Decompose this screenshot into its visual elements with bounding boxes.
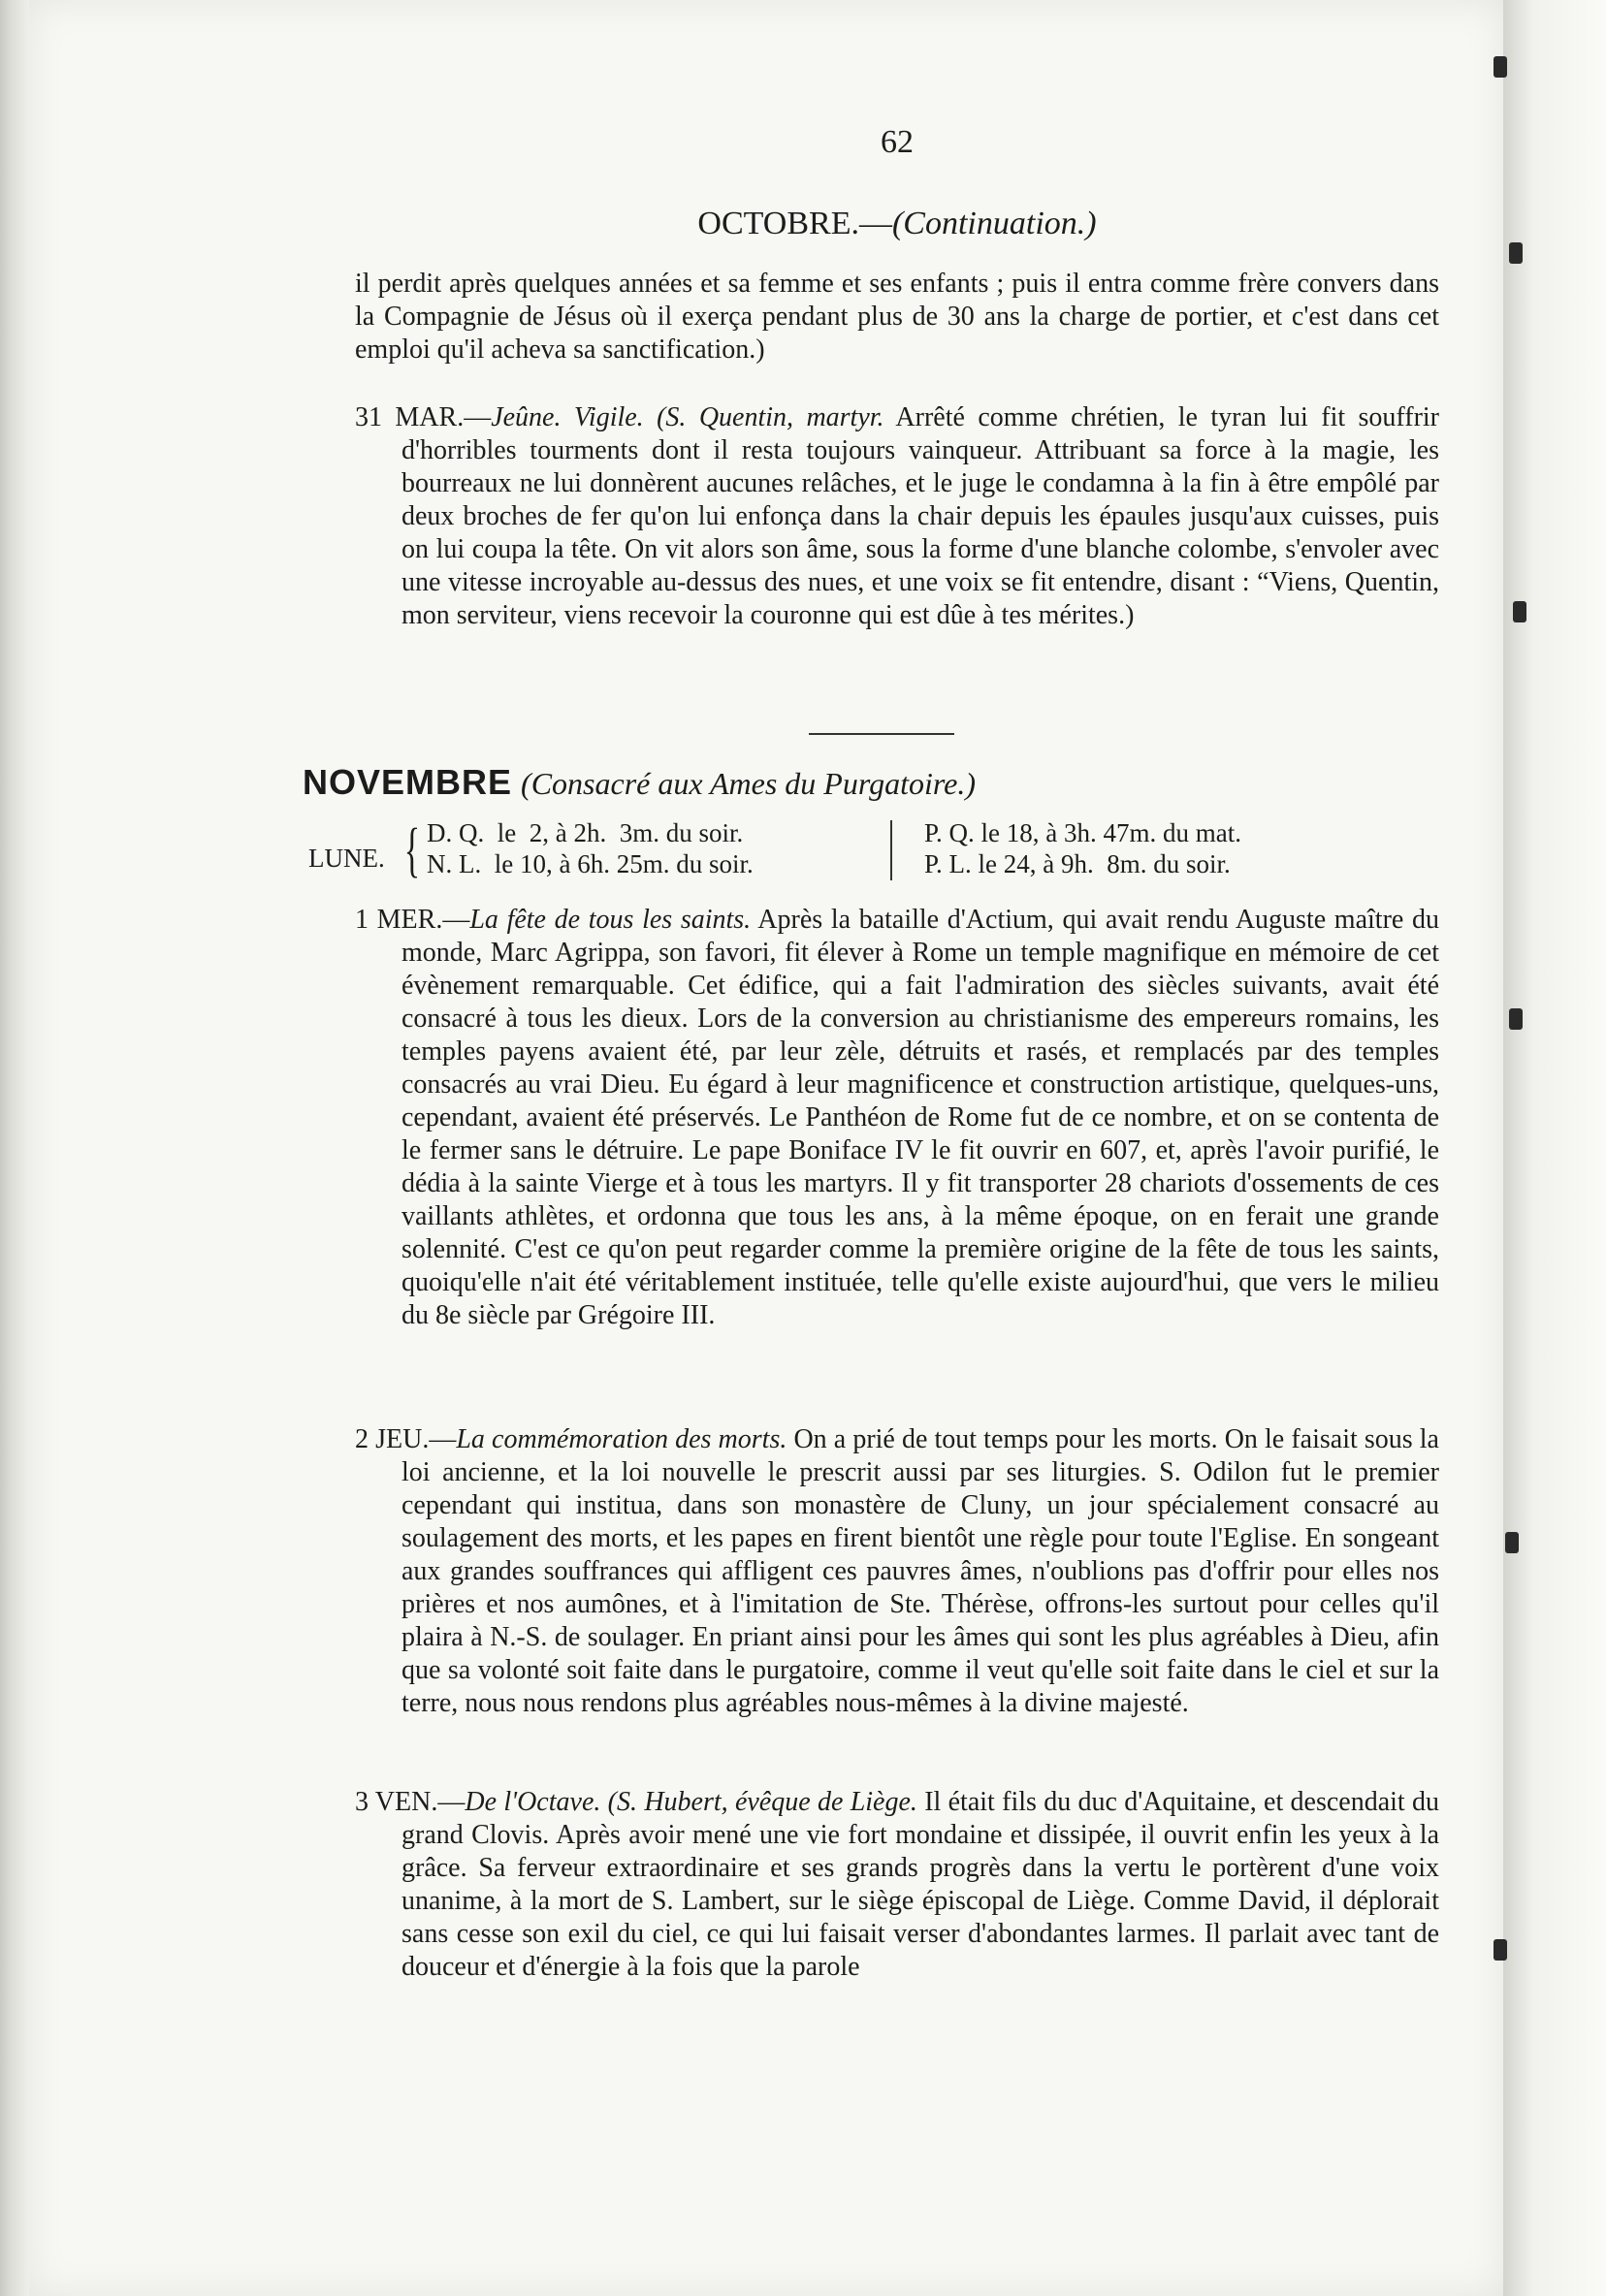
entry-saint: (S. Hubert, évêque de Liège. xyxy=(600,1787,917,1817)
entry-date-label: 1 MER.— xyxy=(355,905,470,935)
entry-feast-title: La commémoration des morts. xyxy=(456,1424,787,1454)
entry-feast-title: De l'Octave. xyxy=(465,1787,601,1817)
month-heading xyxy=(303,762,1447,802)
entry-nov-1 xyxy=(355,904,1439,1332)
month-dedication: (Consacré aux Ames du Purgatoire.) xyxy=(521,766,976,801)
page-left-edge xyxy=(0,0,29,2296)
entry-feast-title: La fête de tous les saints. xyxy=(469,905,752,935)
entry-date-label: 31 MAR.— xyxy=(355,402,492,432)
binding-mark xyxy=(1509,242,1523,264)
moon-phase-row: N. L. le 10, à 6h. 25m. du soir. xyxy=(427,849,754,878)
entry-nov-2 xyxy=(355,1423,1439,1720)
page-number: 62 xyxy=(881,124,914,160)
entry-body: Arrêté comme chrétien, le tyran lui fit souffrir d'horribles tourments dont il resta toujours vainqueur. Attribuant sa force à la magie, les bourreaux ne lui donnèrent aucunes relâches, et le juge le condamna à la fin à être empôlé par deux broches de fer qu'on lui enfonça dans la chair depuis les épaules jusqu'aux cuisses, puis on lui coupa la tête. On vit alors son âme, sous la forme d'une blanche colombe, s'envoler avec une vitesse incroyable au-dessus des nues, et une voix se fit entendre, disant : “Viens, Quentin, mon serviteur, viens recevoir la couronne qui est dûe à tes mérites.) xyxy=(402,402,1439,630)
binding-mark xyxy=(1494,56,1507,78)
entry-feast-title: Jeûne. Vigile. xyxy=(491,402,644,432)
continuation-paragraph: il perdit après quelques années et sa femme et ses enfants ; puis il entra comme frère convers dans la Compagnie de Jésus où il exerça pendant plus de 30 ans la charge de portier, et c'est dans cet emploi qu'il acheva sa sanctification.) xyxy=(355,269,1439,365)
moon-separator xyxy=(890,820,892,880)
binding-mark xyxy=(1494,1939,1507,1961)
binding-mark xyxy=(1513,601,1526,622)
entry-date-label: 2 JEU.— xyxy=(355,1424,457,1454)
entry-body: Après la bataille d'Actium, qui avait rendu Auguste maître du monde, Marc Agrippa, son favori, fit élever à Rome un temple magnifique en mémoire de cet évènement remarquable. Cet édifice, qui a fait l'admiration des siècles suivants, avait été consacré à tous les dieux. Lors de la conversion au christianisme des empereurs romains, les temples payens avaient été, par leur zèle, détruits et rasés, et remplacés par des temples consacrés au vrai Dieu. Eu égard à leur magnificence et construction artistique, quelques-uns, cependant, avaient été préservés. Le Panthéon de Rome fut de ce nombre, et on se contenta de le fermer sans le détruire. Le pape Boniface IV le fit ouvrir en 607, et, après l'avoir purifié, le dédia à la sainte Vierge et à tous les martyrs. Il y fit transporter 28 chariots d'ossements de ces vaillants athlètes, et ordonna que tous les ans, à la même époque, on en ferait une grande solennité. C'est ce qu'on peut regarder comme la première origine de la fête de tous les saints, quoiqu'elle n'ait été véritablement instituée, telle qu'elle existe aujourd'hui, que vers le milieu du 8e siècle par Grégoire III. xyxy=(402,905,1439,1330)
section-heading xyxy=(355,207,1439,240)
page-right-edge xyxy=(1503,0,1606,2296)
binding-mark xyxy=(1505,1532,1519,1553)
section-heading-continuation: (Continuation.) xyxy=(891,206,1097,241)
brace-glyph: { xyxy=(403,817,421,883)
month-name: NOVEMBRE xyxy=(303,762,513,802)
entry-saint: (S. Quentin, martyr. xyxy=(643,402,884,432)
binding-mark xyxy=(1509,1008,1523,1030)
moon-phase-row: P. L. le 24, à 9h. 8m. du soir. xyxy=(924,849,1231,878)
moon-phase-row: P. Q. le 18, à 3h. 47m. du mat. xyxy=(924,818,1241,847)
section-heading-text: OCTOBRE.— xyxy=(697,206,892,241)
moon-phases-left xyxy=(427,816,834,878)
entry-nov-3 xyxy=(355,1786,1439,1984)
moon-phases-right xyxy=(924,816,1429,878)
moon-phase-row: D. Q. le 2, à 2h. 3m. du soir. xyxy=(427,818,744,847)
entry-body: Il était fils du duc d'Aquitaine, et descendait du grand Clovis. Après avoir mené une vie fort mondaine et dissipée, il ouvrit enfin les yeux à la grâce. Sa ferveur extraordinaire et ses grands progrès dans la vertu le portèrent d'une voix unanime, à la mort de S. Lambert, sur le siège épiscopal de Liège. Comme David, il déplorait sans cesse son exil du ciel, ce qui lui faisait verser d'abondantes larmes. Il parlait avec tant de douceur et d'énergie à la fois que la parole xyxy=(402,1787,1440,1982)
moon-phases xyxy=(308,816,1439,884)
entry-date-label: 3 VEN.— xyxy=(355,1787,466,1817)
entry-oct-31 xyxy=(355,401,1439,632)
section-divider xyxy=(809,733,954,735)
entry-body: On a prié de tout temps pour les morts. On le faisait sous la loi ancienne, et la loi nouvelle le prescrit aussi par ses liturgies. S. Odilon fut le premier cependant qui institua, dans son monastère de Cluny, un jour spécialement consacré au soulagement des morts, et les papes en firent bientôt une règle pour toute l'Eglise. En songeant aux grandes souffrances qui affligent ces pauvres âmes, n'oublions pas d'offrir pour elles nos prières et nos aumônes, et à l'imitation de Ste. Thérèse, offrons-les surtout pour celles qu'il plaira à N.-S. de soulager. En priant ainsi pour les âmes qui sont les plus agréables à Dieu, afin que sa volonté soit faite dans le purgatoire, comme il veut qu'elle soit faite dans le ciel et sur la terre, nous nous rendons plus agréables nous-mêmes à la divine majesté. xyxy=(402,1424,1439,1718)
moon-label: LUNE. xyxy=(308,844,385,873)
